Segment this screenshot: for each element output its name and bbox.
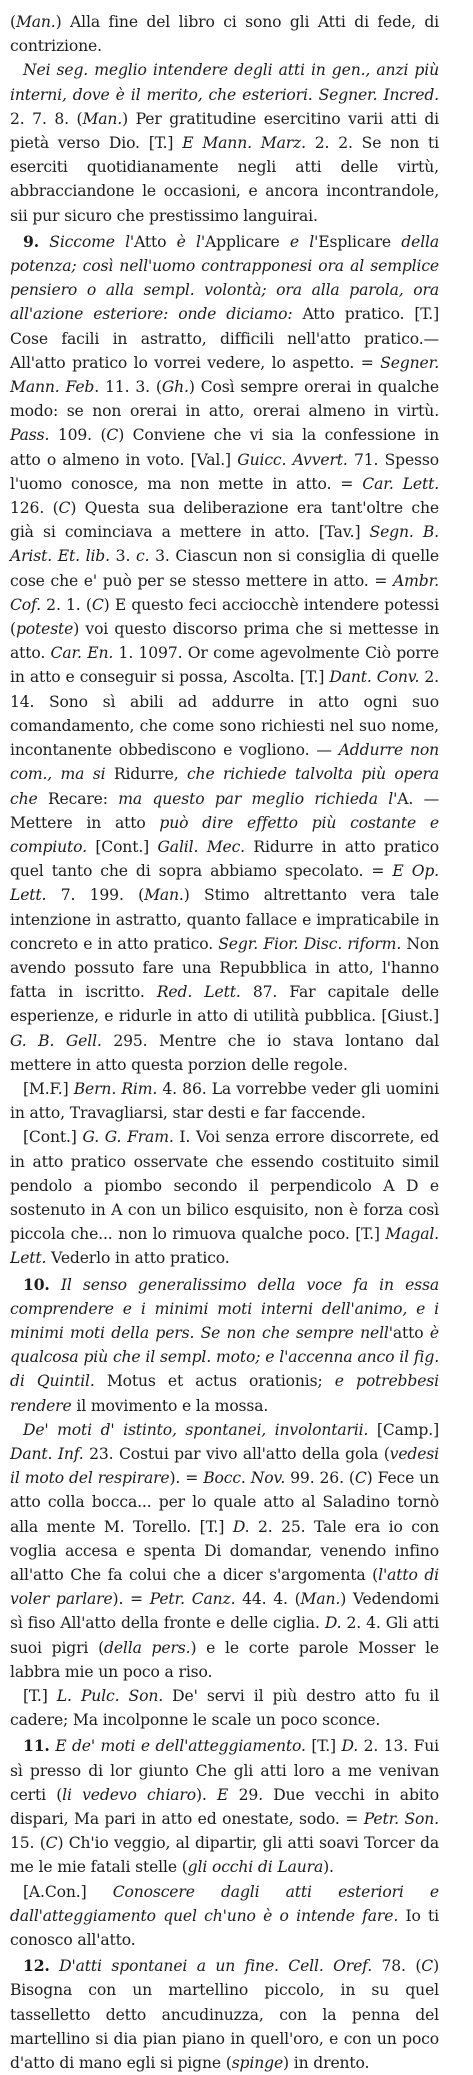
- paragraph-7: De' moti d' istinto, spontanei, involontarii. [Camp.] Dant. Inf. 23. Costui par vivo all'atto della gola (vedesi il moto del respirare). = Bocc. Nov. 99. 26. (C) Fece un atto colla bocca... per lo quale atto al Saladino tornò alla mente M. Torello. [T.] D. 2. 25. Tale era io con voglia accesa e spenta Di domandar, venendo infino all'atto Che fa colui che a dicer s'argomenta (l'atto di voler parlare). = Petr. Canz. 44. 4. (Man.) Vedendomi sì fiso All'atto della fronte e delle ciglia. D. 2. 4. Gli atti suoi pigri (della pers.) e le corte parole Mosser le labbra mie un poco a riso.: [10, 1420, 440, 1681]
- paragraph-11: 12. D'atti spontanei a un fine. Cell. Oref. 78. (C) Bisogna con un martellino piccolo, in su quel tasselletto detto ancudinuzza, con la penna del martellino si dia pian piano in quell'oro, e con un poco d'atto di mano egli si pigne (spinge) in drento.: [10, 1956, 439, 2073]
- paragraph-3: 9. Siccome l'Atto è l'Applicare e l'Esplicare della potenza; così nell'uomo contrapponesi ora al semplice pensiero o alla sempl. volontà; ora alla parola, ora all'azione esteriore: onde diciamo: Atto pratico. [T.] Cose facili in astratto, difficili nell'atto pratico.— All'atto pratico lo vorrei vedere, lo aspetto. = Segner. Mann. Feb. 11. 3. (Gh.) Così sempre orerai in qualche modo: se non orerai in atto, orerai almeno in virtù. Pass. 109. (C) Conviene che vi sia la confessione in atto o almeno in voto. [Val.] Guicc. Avvert. 71. Spesso l'uomo conosce, ma non mette in atto. = Car. Lett. 126. (C) Questa sua deliberazione era tant'oltre che già si cominciava a mettere in atto. [Tav.] Segn. B. Arist. Et. lib. 3. c. 3. Ciascun non si consiglia di quelle cose che e' può per se stesso mettere in atto. = Ambr. Cof. 2. 1. (C) E questo feci acciocchè intendere potessi (poteste) voi questo discorso prima che si mettesse in atto. Car. En. 1. 1097. Or come agevolmente Ciò porre in atto e conseguir si possa, Ascolta. [T.] Dant. Conv. 2. 14. Sono sì abili ad addurre in atto ogni suo comandamento, che come sono richiesti nel suo nome, incontanente obbediscono e vogliono. — Addurre non com., ma si Ridurre, che richiede talvolta più opera che Recare: ma questo par meglio richieda l'A. — Mettere in atto può dire effetto più costante e compiuto. [Cont.] Galil. Mec. Ridurre in atto pratico quel tanto che di sopra abbiamo specolato. = E Op. Lett. 7. 199. (Man.) Stimo altrettanto vera tale intenzione in astratto, quanto fallace e impraticabile in concreto e in atto pratico. Segr. Fior. Disc. riform. Non avendo possuto fare una Repubblica in atto, l'hanno fatta in iscritto. Red. Lett. 87. Far capitale delle esperienze, e ridurle in atto di utilità pubblica. [Giust.] G. B. Gell. 295. Mentre che io stava lontano dal mettere in atto questa porzion delle regole.: [10, 231, 440, 1074]
- paragraph-5: [Cont.] G. G. Fram. I. Voi senza errore discorrete, ed in atto pratico osservate che essendo costituito simil pendolo a piombo secondo il perpendicolo A D e sostenuto in A con un bilico esquisito, non è forza così piccola che... non lo rimuova qualche poco. [T.] Magal. Lett. Vederlo in atto pratico.: [10, 1128, 439, 1268]
- paragraph-10: [A.Con.] Conoscere dagli atti esteriori e dall'atteggiamento quel ch'uno è o intende fare. Io ti conosco all'atto.: [10, 1882, 440, 1950]
- paragraph-6: 10. Il senso generalissimo della voce fa in essa comprendere e i minimi moti interni dell'animo, e i minimi moti della pers. Se non che sempre nell'atto è qualcosa più che il sempl. moto; e l'accenna anco il fig. di Quintil. Motus et actus orationis; e potrebbesi rendere il movimento e la mossa.: [10, 1274, 439, 1415]
- paragraph-9: 11. E de' moti e dell'atteggiamento. [T.] D. 2. 13. Fui sì presso di lor giunto Che gli atti loro a me venivan certi (li vedevo chiaro). E 29. Due vecchi in abito dispari, Ma pari in atto ed onestate, sodo. = Petr. Son. 15. (C) Ch'io veggio, al dipartir, gli atti soavi Torcer da me le mie fatali stelle (gli occhi di Laura).: [10, 1736, 440, 1877]
- entry-text: [10, 10, 439, 2075]
- paragraph-4: [M.F.] Bern. Rim. 4. 86. La vorrebbe veder gli uomini in atto, Travagliarsi, star desti e far faccende.: [10, 1079, 439, 1123]
- paragraph-8: [T.] L. Pulc. Son. De' servi il più destro atto fu il cadere; Ma incolponne le scale un poco sconce.: [10, 1687, 439, 1730]
- paragraph-1: (Man.) Alla fine del libro ci sono gli Atti di fede, di contrizione.: [10, 13, 439, 56]
- paragraph-2: Nei seg. meglio intendere degli atti in gen., anzi più interni, dove è il merito, che esteriori. Segner. Incred. 2. 7. 8. (Man.) Per gratitudine esercitino varii atti di pietà verso Dio. [T.] E Mann. Marz. 2. 2. Se non ti eserciti quotidianamente negli atti delle virtù, abbracciandone le occasioni, e ancora incontrandole, sii pur sicuro che prestissimo languirai.: [10, 61, 440, 225]
